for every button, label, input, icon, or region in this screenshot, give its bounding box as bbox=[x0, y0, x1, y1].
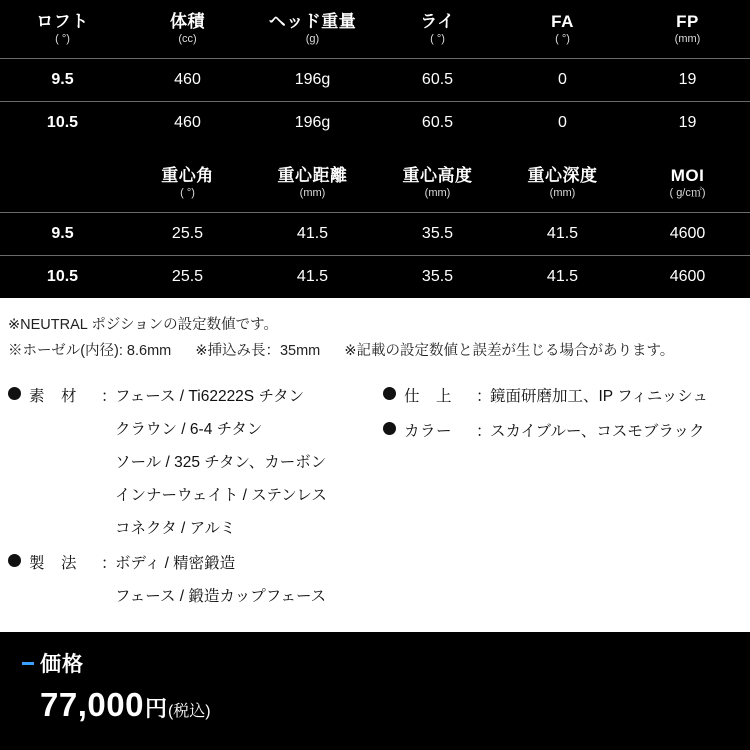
note-hosel: ※ホーゼル(内径): 8.6mm bbox=[8, 343, 172, 360]
material-row bbox=[8, 512, 383, 545]
table1-header-unit-3: ( °) bbox=[430, 32, 445, 45]
materials-section bbox=[0, 366, 750, 625]
price-label: 価格 bbox=[40, 653, 84, 676]
material-group-zaishitsu bbox=[8, 380, 383, 545]
material-row bbox=[383, 415, 750, 448]
material-value: 鏡面研磨加工、IP フィニッシュ bbox=[490, 388, 709, 406]
materials-right-column bbox=[383, 380, 750, 450]
table2-r1-c5: 4600 bbox=[625, 256, 750, 299]
table1-r0-c1: 460 bbox=[125, 59, 250, 102]
table2-r0-c0: 9.5 bbox=[0, 213, 125, 256]
table1-header-unit-5: (mm) bbox=[674, 32, 701, 45]
table-separator bbox=[0, 144, 750, 154]
table2-header-label-2: 重心距離 bbox=[277, 165, 348, 185]
table2-header-unit-5: ( g/c㎡) bbox=[669, 186, 706, 199]
table1-header-label-2: ヘッド重量 bbox=[268, 11, 357, 31]
table-row bbox=[0, 59, 750, 102]
table2-header-unit-3: (mm) bbox=[424, 186, 451, 199]
accent-dash-icon bbox=[22, 662, 34, 665]
table2-header-unit-2: (mm) bbox=[299, 186, 326, 199]
material-value: インナーウェイト / ステンレス bbox=[115, 487, 327, 505]
table1-header-cell-1 bbox=[125, 0, 250, 59]
bullet-icon bbox=[8, 387, 21, 400]
material-row bbox=[8, 547, 383, 580]
table2-header-cell-4 bbox=[500, 154, 625, 213]
table1-header-label-1: 体積 bbox=[170, 11, 205, 31]
material-row bbox=[383, 380, 750, 413]
table2-header-cell-2 bbox=[250, 154, 375, 213]
table1-r0-c3: 60.5 bbox=[375, 59, 500, 102]
table-row bbox=[0, 256, 750, 299]
table1-header-label-5: FP bbox=[676, 11, 699, 31]
price-label-row bbox=[22, 648, 750, 678]
price-tax-note: (税込) bbox=[167, 703, 211, 720]
spec-table-basic bbox=[0, 0, 750, 144]
bullet-icon bbox=[383, 387, 396, 400]
spec-notes bbox=[0, 298, 750, 366]
materials-columns bbox=[8, 380, 742, 615]
price-band bbox=[0, 632, 750, 750]
table-row bbox=[0, 213, 750, 256]
table2-r1-c2: 41.5 bbox=[250, 256, 375, 299]
price-amount: 77,000 bbox=[40, 686, 144, 723]
table1-header-cell-4 bbox=[500, 0, 625, 59]
note-insert-length: ※挿込み長：35mm bbox=[195, 343, 321, 360]
table1-header-cell-5 bbox=[625, 0, 750, 59]
table1-r0-c0: 9.5 bbox=[0, 59, 125, 102]
material-row bbox=[8, 413, 383, 446]
material-value: フェース / 鍛造カップフェース bbox=[115, 588, 327, 606]
material-label: 製 法 bbox=[29, 555, 78, 573]
material-group-shiage bbox=[383, 380, 750, 413]
table1-header-unit-2: (g) bbox=[305, 32, 320, 45]
materials-left-column bbox=[8, 380, 383, 615]
table2-r1-c0: 10.5 bbox=[0, 256, 125, 299]
material-value: コネクタ / アルミ bbox=[115, 520, 236, 538]
table2-header-cell-3 bbox=[375, 154, 500, 213]
material-label: 素 材 bbox=[29, 388, 78, 406]
material-group-color bbox=[383, 415, 750, 448]
table2-header-cell-5 bbox=[625, 154, 750, 213]
table1-r0-c2: 196g bbox=[250, 59, 375, 102]
table1-r1-c5: 19 bbox=[625, 102, 750, 145]
table2-header-unit-1: ( °) bbox=[180, 186, 195, 199]
table1-header-unit-0: ( °) bbox=[55, 32, 70, 45]
spec-table-cog bbox=[0, 154, 750, 298]
table1-r1-c2: 196g bbox=[250, 102, 375, 145]
material-colon: ： bbox=[101, 555, 117, 573]
table2-r0-c2: 41.5 bbox=[250, 213, 375, 256]
price-value-row bbox=[22, 686, 750, 724]
material-row bbox=[8, 446, 383, 479]
spec-table-1-block bbox=[0, 0, 750, 144]
table2-header-label-3: 重心高度 bbox=[402, 165, 473, 185]
spec-table-2-block bbox=[0, 154, 750, 298]
table2-header-cell-0 bbox=[0, 154, 125, 213]
table-header-row bbox=[0, 154, 750, 213]
table1-header-unit-1: (cc) bbox=[178, 32, 197, 45]
material-row bbox=[8, 479, 383, 512]
bullet-icon bbox=[383, 422, 396, 435]
table1-r1-c0: 10.5 bbox=[0, 102, 125, 145]
table2-r0-c5: 4600 bbox=[625, 213, 750, 256]
table2-r1-c1: 25.5 bbox=[125, 256, 250, 299]
table-row bbox=[0, 102, 750, 145]
material-colon: ： bbox=[101, 388, 117, 406]
material-colon: ： bbox=[476, 423, 492, 441]
table2-r1-c3: 35.5 bbox=[375, 256, 500, 299]
table1-r0-c4: 0 bbox=[500, 59, 625, 102]
material-label: カラー bbox=[404, 423, 453, 441]
material-colon: ： bbox=[476, 388, 492, 406]
table2-r0-c3: 35.5 bbox=[375, 213, 500, 256]
material-value: ソール / 325 チタン、カーボン bbox=[115, 454, 327, 472]
material-row bbox=[8, 580, 383, 613]
table2-header-label-1: 重心角 bbox=[161, 165, 214, 185]
table2-header-label-5: MOI bbox=[670, 165, 705, 185]
table1-r1-c4: 0 bbox=[500, 102, 625, 145]
table1-header-unit-4: ( °) bbox=[555, 32, 570, 45]
table2-r1-c4: 41.5 bbox=[500, 256, 625, 299]
material-value: フェース / Ti62222S チタン bbox=[115, 388, 305, 406]
material-value: スカイブルー、コスモブラック bbox=[490, 423, 705, 441]
table1-r0-c5: 19 bbox=[625, 59, 750, 102]
table1-header-cell-2 bbox=[250, 0, 375, 59]
table1-r1-c1: 460 bbox=[125, 102, 250, 145]
material-value: ボディ / 精密鍛造 bbox=[115, 555, 236, 573]
table2-header-unit-4: (mm) bbox=[549, 186, 576, 199]
note-line-2 bbox=[8, 338, 742, 364]
table1-r1-c3: 60.5 bbox=[375, 102, 500, 145]
material-label: 仕 上 bbox=[404, 388, 453, 406]
table1-header-cell-0 bbox=[0, 0, 125, 59]
note-tolerance: ※記載の設定数値と誤差が生じる場合があります。 bbox=[344, 343, 675, 360]
note-line-1: ※NEUTRAL ポジションの設定数値です。 bbox=[8, 317, 279, 333]
table1-header-label-0: ロフト bbox=[36, 11, 89, 31]
table2-r0-c4: 41.5 bbox=[500, 213, 625, 256]
material-group-seihou bbox=[8, 547, 383, 613]
table-header-row bbox=[0, 0, 750, 59]
table2-r0-c1: 25.5 bbox=[125, 213, 250, 256]
table1-header-cell-3 bbox=[375, 0, 500, 59]
table2-header-cell-1 bbox=[125, 154, 250, 213]
table1-header-label-4: FA bbox=[551, 11, 574, 31]
bullet-icon bbox=[8, 554, 21, 567]
table1-header-label-3: ライ bbox=[420, 11, 455, 31]
price-currency: 円 bbox=[144, 696, 167, 721]
material-row bbox=[8, 380, 383, 413]
table2-header-label-4: 重心深度 bbox=[527, 165, 598, 185]
material-value: クラウン / 6-4 チタン bbox=[115, 421, 263, 439]
